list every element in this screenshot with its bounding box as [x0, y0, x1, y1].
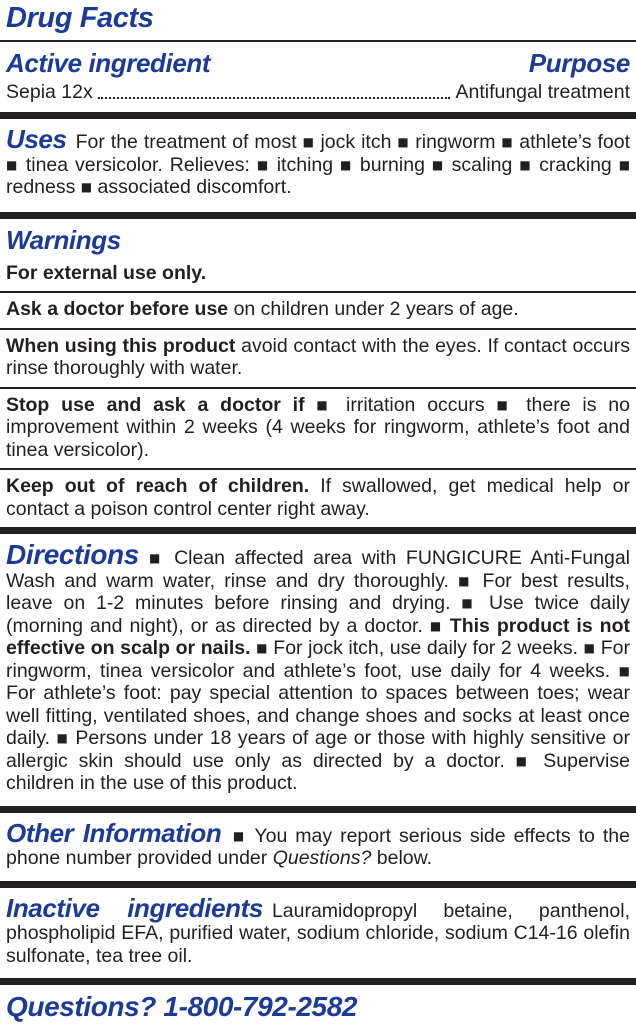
bullet-square-icon: ■ — [256, 157, 270, 172]
bullet-square-icon: ■ — [496, 397, 515, 412]
warnings-heading: Warnings — [6, 224, 121, 255]
bullet-square-icon: ■ — [583, 641, 596, 656]
uses-text: For the treatment of most ■ jock itch ■ ringworm ■ athlete’s foot ■ tinea versicolor. Relieves: ■ itching ■ burning ■ scaling ■ cracking ■ redness ■ associated discomfort. — [6, 131, 631, 198]
ingredient-purpose: Antifungal treatment — [455, 81, 630, 103]
bullet-square-icon: ■ — [458, 573, 474, 588]
warning-ask-doctor: Ask a doctor before use on children under 2 years of age. — [6, 298, 519, 321]
bullet-square-icon: ■ — [256, 641, 268, 656]
active-ingredient-heading: Active ingredient — [6, 47, 211, 78]
purpose-heading: Purpose — [528, 47, 630, 78]
warning-keep-out-of-reach: Keep out of reach of children. If swallowed, get medical help or contact a poison control center right away. — [6, 475, 630, 520]
other-information-heading: Other Information — [6, 817, 222, 848]
bullet-square-icon: ■ — [316, 397, 335, 412]
ingredient-name: Sepia 12x — [6, 81, 93, 103]
directions-text: ■ Clean affected area with FUNGICURE Anti-Fungal Wash and warm water, rinse and dry thoroughly. ■ For best results, leave on 1-2 minutes before rinsing and drying. ■ Use twice daily (morning and night), or as directed by a doctor. ■ This product is not effective on scalp or nails. ■ For jock itch, use daily for 2 weeks. ■ For ringworm, tinea versicolor and athlete’s foot, use daily for 4 weeks. ■ For athlete’s foot: pay special attention to spaces between toes; wear well fitting, ventilated shoes, and change shoes and socks at least once daily. ■ Persons under 18 years of age or those with highly sensitive or allergic skin should use only as directed by a doctor. ■ Supervise children in the use of this product. — [6, 547, 631, 795]
bullet-square-icon: ■ — [56, 731, 69, 746]
section-divider — [0, 881, 636, 888]
bullet-square-icon: ■ — [501, 135, 514, 149]
warning-external-use: For external use only. — [6, 261, 207, 284]
bullet-square-icon: ■ — [6, 157, 19, 172]
bullet-square-icon: ■ — [515, 753, 533, 768]
warnings-heading-block — [0, 219, 636, 257]
bullet-square-icon: ■ — [302, 135, 315, 149]
drug-facts-title: Drug Facts — [6, 2, 154, 34]
questions-phone-heading: Questions? 1-800-792-2582 — [6, 991, 358, 1023]
section-divider — [0, 527, 636, 534]
directions-heading: Directions — [6, 539, 139, 571]
active-ingredient-row — [0, 78, 636, 112]
directions-section — [0, 534, 636, 806]
inactive-ingredients-heading: Inactive ingredients — [6, 892, 263, 923]
section-divider — [0, 212, 636, 219]
active-ingredient-header-row — [0, 42, 636, 78]
warning-when-using: When using this product avoid contact with the eyes. If contact occurs rinse thoroughly with water. — [6, 334, 630, 380]
bullet-square-icon: ■ — [80, 180, 93, 194]
warning-stop-use: Stop use and ask a doctor if ■ irritation occurs ■ there is no improvement within 2 weeks (4 weeks for ringworm, athlete’s foot and tinea versicolor). — [6, 393, 630, 461]
dotted-leader — [98, 97, 451, 99]
bullet-square-icon: ■ — [519, 157, 533, 172]
bullet-square-icon: ■ — [340, 157, 353, 172]
bullet-square-icon: ■ — [429, 618, 443, 633]
bullet-square-icon: ■ — [618, 663, 630, 678]
other-information-section — [0, 813, 636, 881]
bullet-square-icon: ■ — [461, 596, 479, 611]
uses-section — [0, 119, 636, 212]
bullet-square-icon: ■ — [618, 157, 631, 172]
bullet-square-icon: ■ — [230, 828, 247, 843]
uses-heading: Uses — [6, 124, 67, 154]
bullet-square-icon: ■ — [397, 135, 410, 149]
other-information-text: ■ You may report serious side effects to the phone number provided under Questions? below. — [6, 824, 630, 870]
inactive-ingredients-section — [0, 888, 636, 979]
bullet-square-icon: ■ — [431, 157, 445, 172]
section-divider — [0, 806, 636, 813]
inactive-ingredients-text: Lauramidopropyl betaine, panthenol, phospholipid EFA, purified water, sodium chloride, sodium C14-16 olefin sulfonate, tea tree oil. — [6, 899, 630, 967]
bullet-square-icon: ■ — [144, 551, 165, 566]
section-divider — [0, 112, 636, 119]
section-divider — [0, 978, 636, 985]
